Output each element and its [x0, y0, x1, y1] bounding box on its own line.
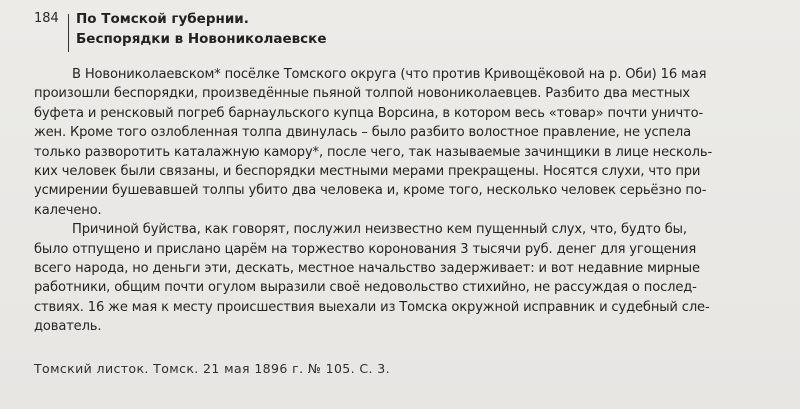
text-line: ких человек были связаны, и беспорядки местными мерами прекращены. Носятся слухи, что при [34, 164, 701, 180]
text-line: Причиной буйства, как говорят, послужил неизвестно кем пущенный слух, что, будто бы, [72, 222, 687, 238]
text-line: произошли беспорядки, произведённые пьяной толпой новониколаевцев. Разбито два местных [34, 86, 691, 102]
paragraph-2 [34, 220, 770, 336]
text-line: работники, общим почти огулом выразили своё недовольство стихийно, не рассуждая о послед- [34, 280, 697, 296]
text-line: калечено. [34, 202, 102, 218]
source-citation: Томский листок. Томск. 21 мая 1896 г. № 105. С. 3. [34, 361, 390, 376]
paragraph-1 [34, 65, 770, 220]
running-title [76, 9, 326, 49]
text-line: было отпущено и прислано царём на торжество коронования 3 тысячи руб. денег для угощения [34, 241, 697, 257]
text-line: буфета и ренсковый погреб барнаульского купца Ворсина, в котором весь «товар» почти уничто- [34, 105, 704, 121]
header-divider [68, 14, 69, 52]
article-body [34, 65, 770, 337]
text-line: В Новониколаевском* посёлке Томского округа (что против Кривощёковой на р. Оби) 16 мая [72, 67, 707, 82]
running-title-line-2: Беспорядки в Новониколаевске [76, 31, 327, 47]
text-line: только разворотить каталажную камору*, после чего, так называемые зачинщики в лице несколь- [34, 144, 713, 160]
text-line: дователь. [34, 319, 102, 335]
text-line: ствиях. 16 же мая к месту происшествия выехали из Томска окружной исправник и судебный сле- [34, 299, 710, 315]
text-line: жен. Кроме того озлобленная толпа двинулась – было разбито волостное правление, не успела [34, 125, 691, 141]
text-line: всего народа, но деньги эти, дескать, местное начальство задерживает: и вот недавние мирные [34, 261, 700, 277]
text-line: усмирении бушевавшей толпы убито два человека и, кроме того, несколько человек серьёзно по- [34, 183, 707, 199]
running-title-line-1: По Томской губернии. [76, 11, 249, 27]
page-number: 184 [34, 11, 59, 26]
